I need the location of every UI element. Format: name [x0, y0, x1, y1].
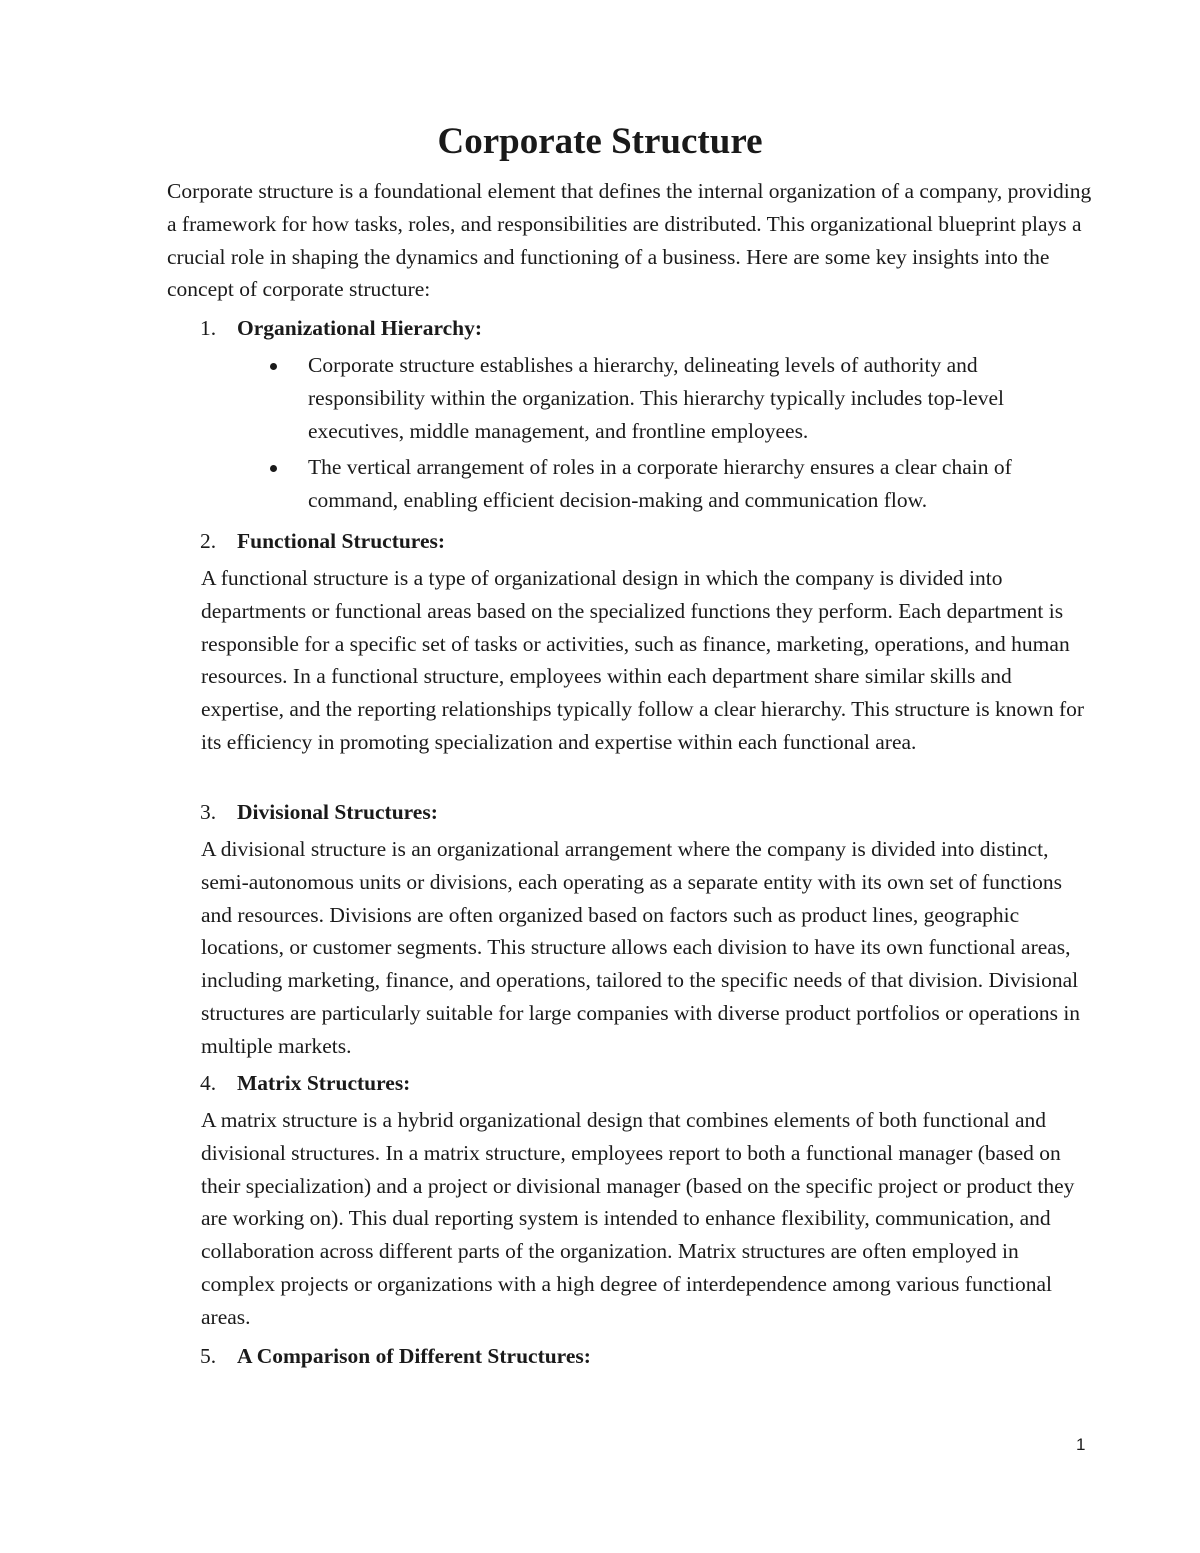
section-number: 1.: [200, 316, 217, 340]
bullet-icon: [270, 363, 277, 370]
section-heading-text: Divisional Structures:: [237, 800, 438, 824]
section-heading-matrix-structures: [200, 1067, 1090, 1100]
functional-structures-paragraph: A functional structure is a type of organizational design in which the company is divided into departments or functional areas based on the specialized functions they perform. Each department is responsible for a specific set of tasks or activities, such as finance, marketing, operations, and human resources. In a functional structure, employees within each department share similar skills and expertise, and the reporting relationships typically follow a clear hierarchy. This structure is known for its efficiency in promoting specialization and expertise within each functional area.: [201, 566, 1085, 754]
section-heading-functional-structures: [200, 525, 1090, 558]
section-heading-text: Functional Structures:: [237, 529, 446, 553]
section-number: 3.: [200, 800, 217, 824]
divisional-structures-paragraph: A divisional structure is an organizational arrangement where the company is divided into distinct, semi-autonomous units or divisions, each operating as a separate entity with its own set of functions and resources. Divisions are often organized based on factors such as product lines, geographic locations, or customer segments. This structure allows each division to have its own functional areas, including marketing, finance, and operations, tailored to the specific needs of that division. Divisional structures are particularly suitable for large companies with diverse product portfolios or operations in multiple markets.: [201, 837, 1081, 1058]
section-number: 2.: [200, 529, 217, 553]
section-number: 5.: [200, 1344, 217, 1368]
bullet-text: Corporate structure establishes a hierarchy, delineating levels of authority and responsibility within the organization. This hierarchy typically includes top-level executives, middle management, and frontline employees.: [308, 353, 1005, 443]
intro-paragraph: Corporate structure is a foundational element that defines the internal organization of a company, providing a framework for how tasks, roles, and responsibilities are distributed. This organizational blueprint plays a crucial role in shaping the dynamics and functioning of a business. Here are some key insights into the concept of corporate structure:: [167, 179, 1092, 302]
section-heading-text: A Comparison of Different Structures:: [237, 1344, 591, 1368]
list-item: [270, 451, 1100, 517]
bullet-text: The vertical arrangement of roles in a corporate hierarchy ensures a clear chain of command, enabling efficient decision-making and communication flow.: [308, 455, 1012, 513]
section-heading-divisional-structures: [200, 796, 1090, 829]
section-heading-text: Organizational Hierarchy:: [237, 316, 483, 340]
page-number: 1: [1076, 1435, 1086, 1454]
page-title: Corporate Structure: [437, 121, 763, 162]
hierarchy-bullet-list: [270, 349, 1100, 517]
matrix-structures-paragraph: A matrix structure is a hybrid organizational design that combines elements of both functional and divisional structures. In a matrix structure, employees report to both a functional manager (based on their specialization) and a project or divisional manager (based on the specific project or product they are working on). This dual reporting system is intended to enhance flexibility, communication, and collaboration across different parts of the organization. Matrix structures are often employed in complex projects or organizations with a high degree of interdependence among various functional areas.: [201, 1108, 1075, 1329]
list-item: [270, 349, 1100, 447]
section-heading-organizational-hierarchy: [200, 312, 1090, 345]
section-heading-text: Matrix Structures:: [237, 1071, 411, 1095]
section-heading-comparison: [200, 1340, 1090, 1373]
bullet-icon: [270, 465, 277, 472]
section-number: 4.: [200, 1071, 217, 1095]
